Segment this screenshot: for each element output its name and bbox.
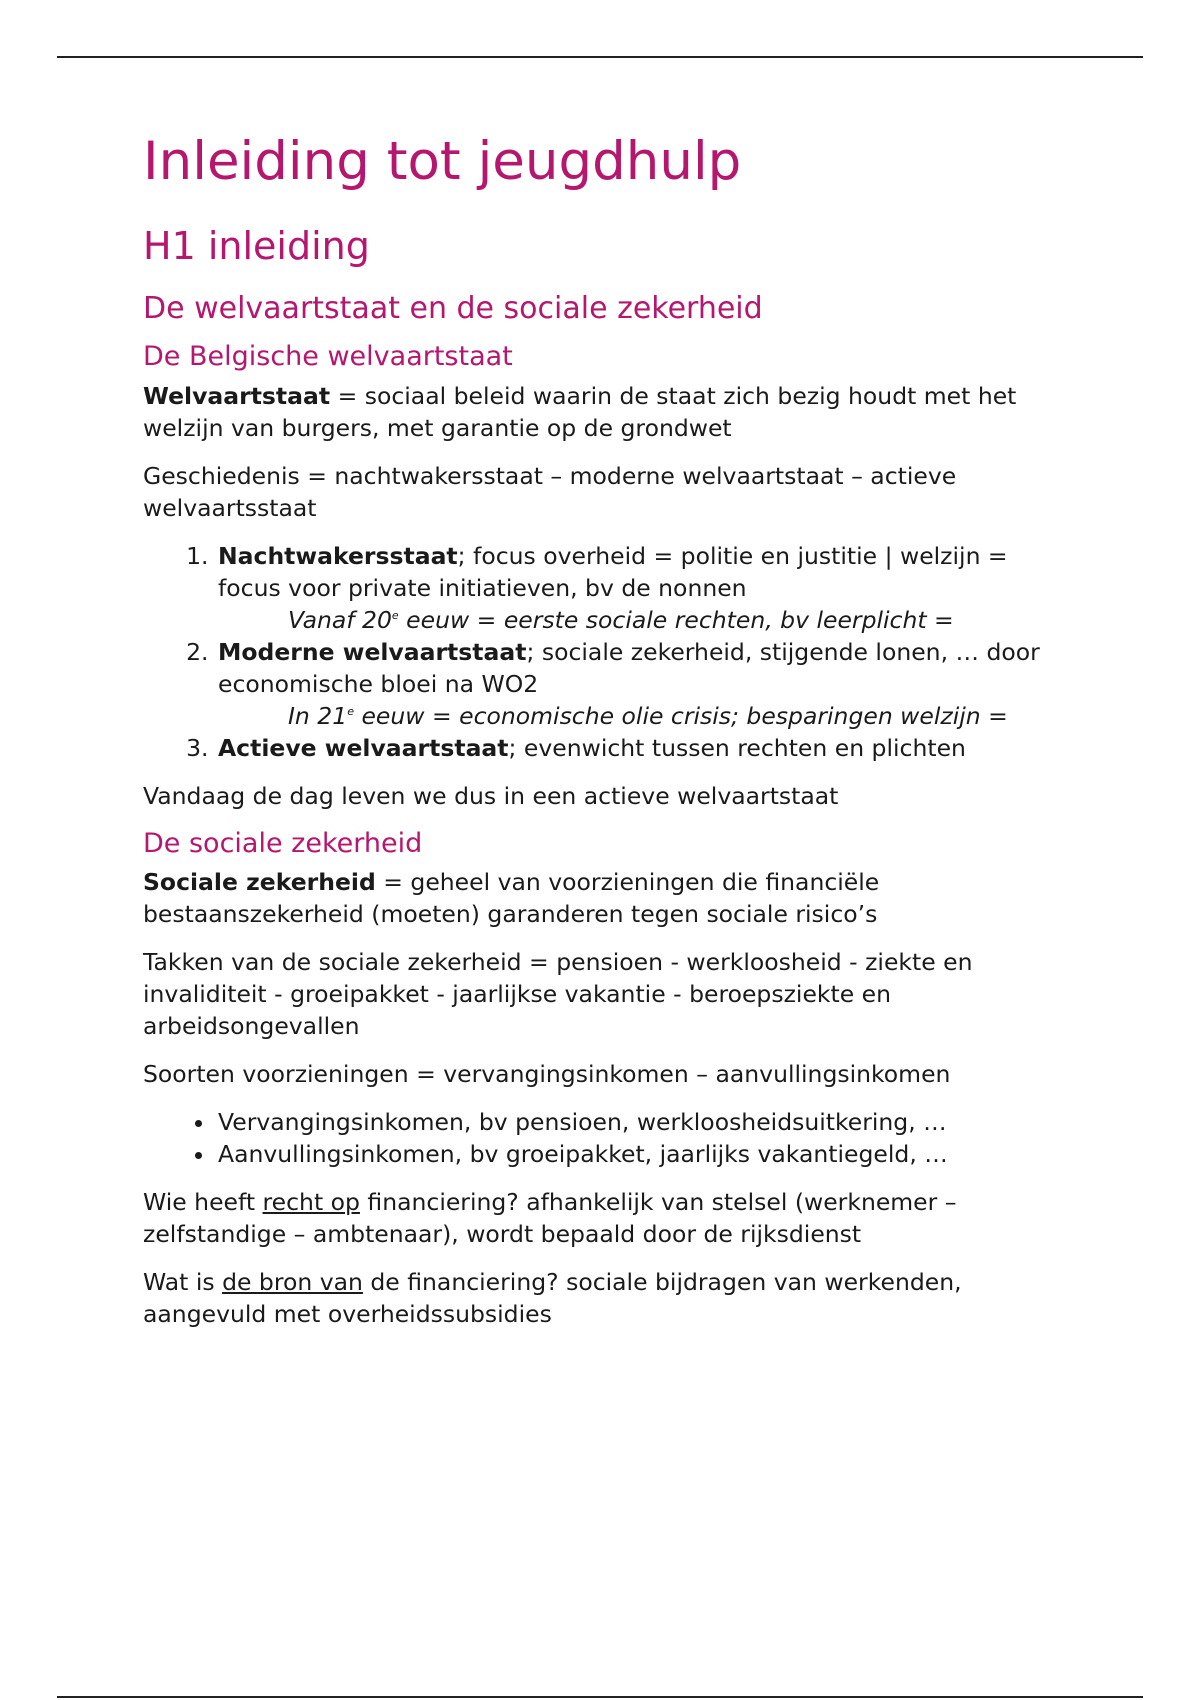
definition-term: Sociale zekerheid (143, 867, 376, 896)
section-heading: De welvaartstaat en de sociale zekerheid (143, 291, 763, 327)
list-item-text: ; sociale zekerheid, stijgende lonen, … door economische bloei na WO2 (218, 637, 1040, 698)
types-paragraph: Soorten voorzieningen = vervangingsinkomen – aanvullingsinkomen (143, 1059, 951, 1088)
list-item-term: Nachtwakersstaat (218, 541, 458, 570)
definition-sociale-zekerheid (143, 866, 1073, 930)
header-rule (57, 56, 1143, 58)
list-item-note: Vanaf 20e eeuw = eerste sociale rechten, bv leerplicht = (288, 605, 954, 634)
chapter-heading: H1 inleiding (143, 223, 370, 268)
document-title: Inleiding tot jeugdhulp (143, 131, 742, 192)
list-item (216, 636, 1073, 732)
history-paragraph: Geschiedenis = nachtwakersstaat – moderne welvaartstaat – actieve welvaartsstaat (143, 461, 957, 522)
history-list (143, 540, 1073, 764)
question-recht-op: Wie heeft recht op financiering? afhankelijk van stelsel (werknemer – zelfstandige – ambtenaar), wordt bepaald door de rijksdienst (143, 1187, 957, 1248)
definition-text: = geheel van voorzieningen die financiële bestaanszekerheid (moeten) garanderen tegen sociale risico’s (143, 867, 880, 928)
subsection-heading-welvaartstaat: De Belgische welvaartstaat (143, 341, 513, 373)
document-body (143, 130, 1073, 1330)
list-item: • Vervangingsinkomen, bv pensioen, werkloosheidsuitkering, … (216, 1106, 1073, 1138)
definition-welvaartstaat (143, 380, 1073, 444)
question-bron-van: Wat is de bron van de financiering? sociale bijdragen van werkenden, aangevuld met overheidssubsidies (143, 1267, 962, 1328)
footer-rule (57, 1696, 1143, 1698)
list-item-term: Moderne welvaartstaat (218, 637, 527, 666)
definition-text: = sociaal beleid waarin de staat zich bezig houdt met het welzijn van burgers, met garantie op de grondwet (143, 381, 1017, 442)
list-item-term: Actieve welvaartstaat (218, 733, 509, 762)
conclusion-paragraph: Vandaag de dag leven we dus in een actieve welvaartstaat (143, 781, 839, 810)
list-item-note: In 21e eeuw = economische olie crisis; besparingen welzijn = (288, 701, 1008, 730)
list-item-text: ; focus overheid = politie en justitie | welzijn = focus voor private initiatieven, bv de nonnen (218, 541, 1008, 602)
types-list (143, 1106, 1073, 1170)
underlined-phrase: recht op (262, 1187, 360, 1216)
list-item (216, 540, 1073, 636)
list-item (216, 732, 1073, 764)
subsection-heading-sociale-zekerheid: De sociale zekerheid (143, 827, 423, 859)
list-item: • Aanvullingsinkomen, bv groeipakket, jaarlijks vakantiegeld, … (216, 1138, 1073, 1170)
branches-paragraph: Takken van de sociale zekerheid = pensioen - werkloosheid - ziekte en invaliditeit - groeipakket - jaarlijkse vakantie - beroepsziekte en arbeidsongevallen (143, 947, 973, 1040)
list-item-text: ; evenwicht tussen rechten en plichten (508, 733, 966, 762)
definition-term: Welvaartstaat (143, 381, 331, 410)
underlined-phrase: de bron van (222, 1267, 363, 1296)
